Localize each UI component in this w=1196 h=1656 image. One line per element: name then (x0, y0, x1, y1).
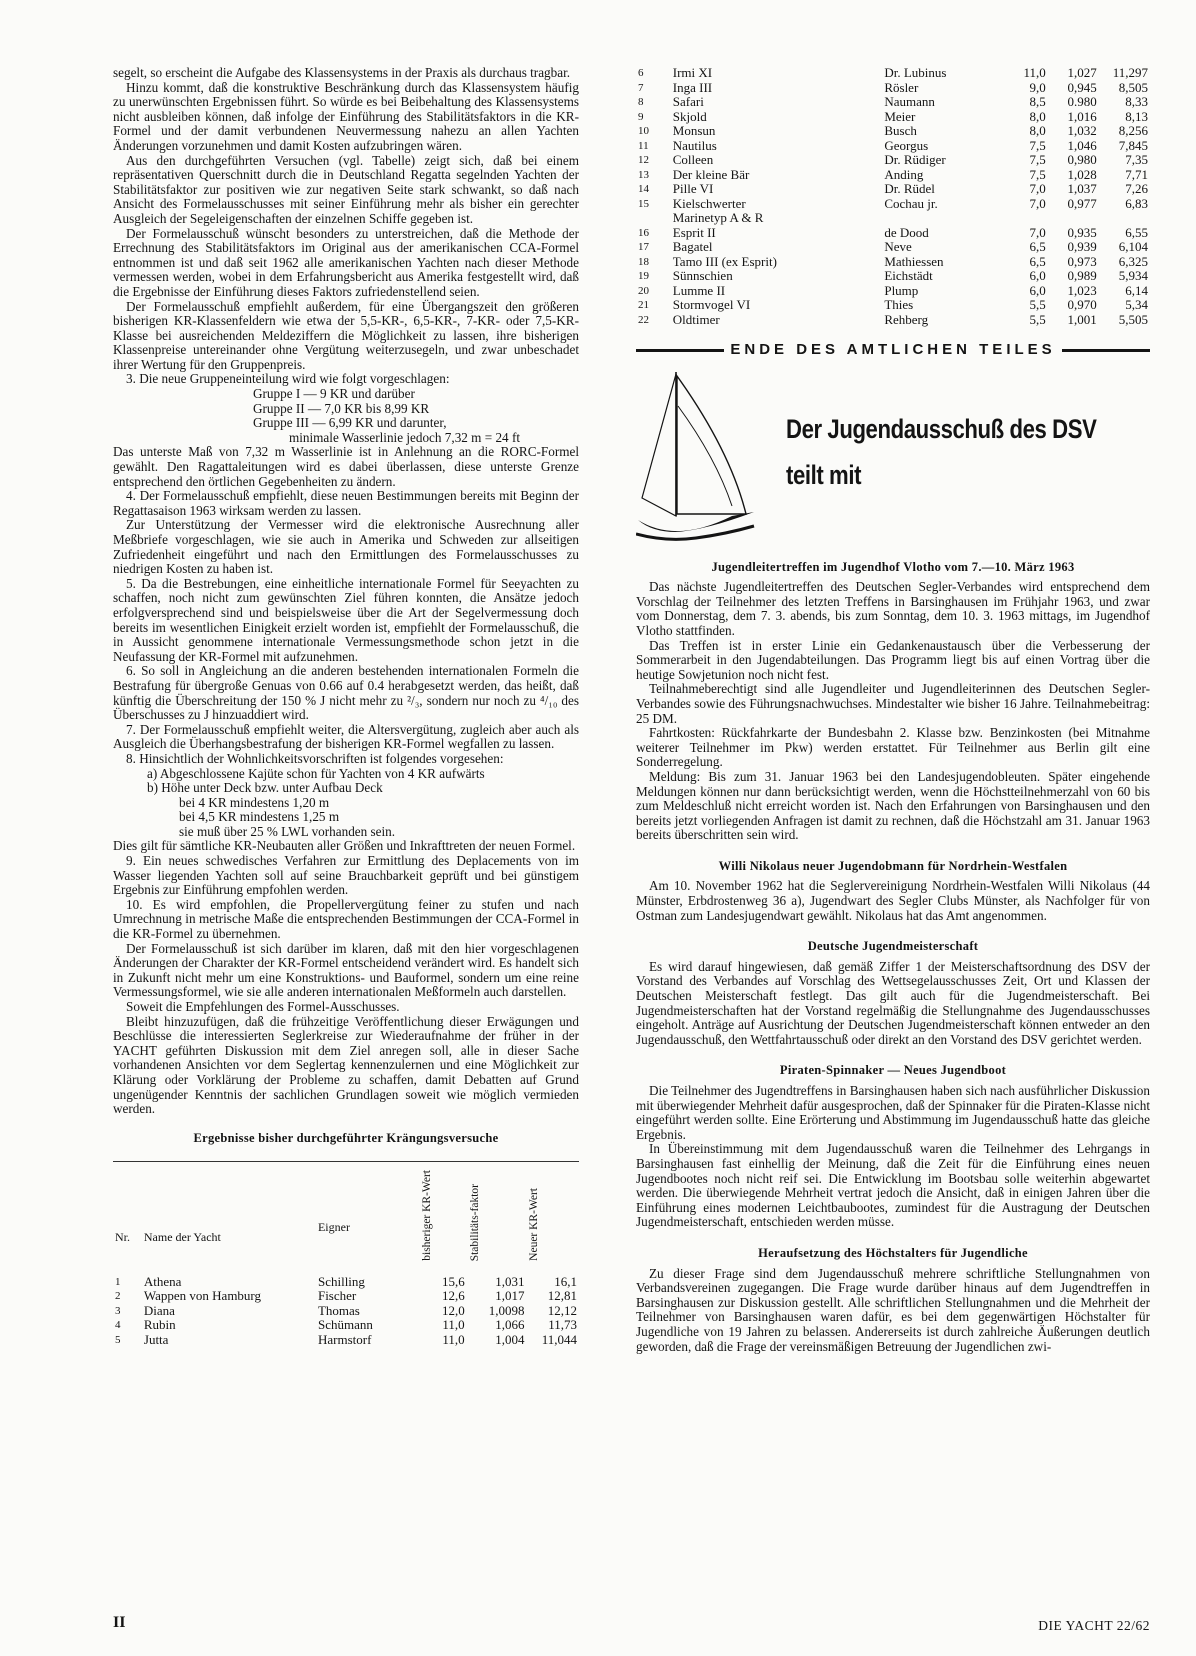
article-text-part-b (113, 445, 579, 766)
cell-old: 15,6 (441, 1273, 465, 1289)
cell-name: Safari (672, 94, 704, 109)
table-row (636, 269, 1150, 284)
cell-name: Stormvogel VI (672, 297, 751, 312)
cell-new: 5,505 (1118, 311, 1148, 327)
cell-stab: 0,973 (1067, 253, 1097, 269)
cell-owner: Thomas (317, 1302, 360, 1318)
cell-stab: 1,016 (1067, 108, 1097, 124)
paragraph: Zu dieser Frage sind dem Jugendausschuß mehrere schriftliche Stellungnahmen von Verbandsvereinen zugegangen. Die Frage wurde darüber hinaus auf dem Jugendtreffen in Barsinghausen zur Diskussion gestellt. Alle schriftlichen Stellungnahmen und die Mehrheit der Teilnehmer von Barsinghausen waren dafür, es bei dem gegenwärtigen Höchstalter für Jugendliche von 19 Jahren zu belassen. Andererseits ist durch zahlreiche Äußerungen deutlich geworden, daß die Frage der vereinsmäßigen Betreuung der Jugendlichen zwi- (636, 1265, 1150, 1354)
paragraph: Das nächste Jugendleitertreffen des Deutschen Segler-Verbandes wird entsprechend dem Vorschlag der Teilnehmer des letzten Treffens in Barsinghausen im Frühjahr 1963, und zwar vom Donnerstag, dem 7. 3. abends, bis zum Sonntag, dem 10. 3. 1963 mittags, im Jugendhof Vlotho stattfinden. (636, 579, 1150, 638)
cell-nr: 13 (638, 168, 649, 181)
end-official-part-banner (636, 343, 1150, 358)
cell-name: Rubin (143, 1317, 176, 1333)
paragraph: In Übereinstimmung mit dem Jugendausschuß waren die Teilnehmer des Lehrgangs in Barsinghausen fast einhellig der Meinung, daß die Zeit für die Einführung eines neuen Jugendbootes noch nicht reif sei. Die Entwicklung im Bootsbau solle weiterhin abgewartet werden. Die überwiegende Mehrheit vertrat jedoch die Ansicht, daß in einigen Jahren über die Einführung eines modernen Leichtbaubootes, zumindest für die Austragung der Deutschen Jugendmeisterschaft, entschieden werden müsse. (636, 1141, 1150, 1230)
cell-owner: Mathiessen (884, 253, 944, 269)
cell-new: 8,13 (1125, 108, 1148, 124)
cell-nr: 22 (638, 313, 649, 326)
cell-owner: Dr. Lubinus (884, 65, 947, 80)
cell-owner: de Dood (884, 224, 929, 240)
cell-name: Irmi XI (672, 65, 713, 80)
cell-new: 7,26 (1125, 181, 1148, 196)
cell-new: 8,256 (1118, 123, 1148, 138)
cell-new: 7,845 (1118, 137, 1148, 153)
cell-stab: 1,017 (495, 1288, 525, 1304)
cell-old: 8,0 (1029, 123, 1046, 138)
section-nikolaus (636, 879, 1150, 923)
paragraph: 8. Hinsichtlich der Wohnlichkeitsvorschriften ist folgendes vorgesehen: (126, 750, 504, 766)
header-owner: Eigner (317, 1220, 350, 1235)
section-vlotho (636, 580, 1150, 843)
cell-stab: 1,028 (1067, 166, 1097, 182)
cell-owner: Thies (884, 297, 914, 312)
cell-owner (882, 211, 997, 226)
table-row (636, 110, 1150, 125)
paragraph: Meldung: Bis zum 31. Januar 1963 bei den Landesjugendobleuten. Später eingehende Meldungen können nur dann berücksichtigt werden, wenn die Höchstteilnehmerzahl von 60 bis zum Meldeschluß nicht erreicht worden ist. Nach den Erfahrungen von Barsinghausen und den bereits jetzt vorliegenden Anfragen ist damit zu rechnen, daß die Höchstzahl am 31. Januar 1963 bereits überschritten sein wird. (636, 768, 1150, 843)
cell-name: Bagatel (672, 239, 713, 254)
cell-stab: 1,032 (1067, 123, 1097, 138)
cell-nr: 4 (115, 1319, 121, 1332)
table-row (636, 182, 1150, 197)
table-row (636, 124, 1150, 139)
cell-nr: 11 (638, 139, 649, 152)
cell-new: 6,83 (1125, 195, 1148, 211)
paragraph: Das Treffen ist in erster Linie ein Gedankenaustausch über die Verbesserung der Sommerarbeit in den Jugendabteilungen. Das Programm liegt bis auf einen Vortrag über die heutige Sowjetunion noch nicht fest. (636, 637, 1150, 682)
cell-name: Skjold (672, 108, 707, 124)
paragraph: Das unterste Maß von 7,32 m Wasserlinie ist in Anlehnung an die RORC-Formel gewählt. Den Ragattaleitungen wird es dabei überlassen, diese unterste Grenze entsprechend den örtlichen Gegebenheiten zu ändern. (113, 444, 579, 489)
paragraph: Der Formelausschuß wünscht besonders zu unterstreichen, daß die Methode der Errechnung des Stabilitätsfaktors im Original aus der amerikanischen CCA-Formel entnommen ist und daß seit 1962 alle amerikanischen Yachten nach dieser Methode vermessen werden, wobei in dem Erfahrungsbericht aus Amerika festgestellt wird, daß die Ergebnisse der Einführung dieses Faktors zufriedenstellend seien. (113, 225, 579, 299)
results-table-body (113, 1275, 579, 1348)
rule-subitem: bei 4,5 KR mindestens 1,25 m (179, 809, 340, 825)
cell-new: 5,934 (1118, 268, 1148, 283)
cell-owner: Harmstorf (317, 1331, 372, 1347)
cell-new (1099, 211, 1150, 226)
paragraph: Es wird darauf hingewiesen, daß gemäß Ziffer 1 der Meisterschaftsordnung des DSV der Vorstand des Verbandes auf Vorschlag des Wettsegelausschusses Zeit, Ort und Klassen der Deutschen Meisterschaft festlegt. Das gilt auch für die Jugendmeisterschaft. Bei Jugendmeisterschaften hat der Vorstand regelmäßig die Stellungnahme des Jugendausschusses eingeholt. Anträge auf Ausrichtung der Deutschen Jugendmeisterschaft können entweder an den Jugendausschuß, den Wettfahrtausschuß oder direkt an den Vorstand des DSV gerichtet werden. (636, 958, 1150, 1047)
cell-new: 6,14 (1125, 282, 1148, 298)
table-row (636, 168, 1150, 183)
cell-name: Athena (143, 1273, 182, 1289)
table-row (636, 255, 1150, 270)
cell-owner: Rösler (884, 79, 919, 95)
cell-name: Diana (143, 1302, 175, 1318)
table-row (636, 95, 1150, 110)
cell-nr: 10 (638, 125, 649, 137)
cell-new: 11,73 (548, 1317, 577, 1333)
cell-old: 7,5 (1029, 137, 1046, 153)
table-header-row (113, 1170, 579, 1274)
table-row (113, 1275, 579, 1290)
cell-new: 8,505 (1118, 79, 1148, 95)
sailboat-icon (636, 366, 756, 546)
cell-new: 5,34 (1125, 297, 1148, 312)
cell-stab: 1,046 (1067, 137, 1097, 153)
cell-nr: 8 (638, 96, 644, 108)
cell-name: Lumme II (672, 282, 726, 298)
cell-old (997, 211, 1047, 226)
cell-name: Nautilus (672, 137, 717, 153)
banner-line-left (636, 349, 724, 352)
paragraph: Hinzu kommt, daß die konstruktive Beschränkung durch das Klassensystem häufig zu unerwünschten Ergebnissen führt. So würde es bei Beibehaltung des Klassensystems nicht ausbleiben können, daß infolge der Einführung des Stabilitätsfaktors in die KR-Formel und der damit verbundenen Neuvermessung nahezu an allen Yachten Änderungen vorzunehmen und damit Kosten aufzubringen wären. (113, 79, 579, 153)
cell-new: 16,1 (554, 1273, 577, 1289)
page-number: II (113, 1614, 126, 1631)
table-row (113, 1304, 579, 1319)
cell-nr: 2 (115, 1290, 121, 1303)
cell-owner: Neve (884, 239, 912, 254)
paragraph: 4. Der Formelausschuß empfiehlt, diese neuen Bestimmungen bereits mit Beginn der Regattasaison 1963 wirksam werden zu lassen. (113, 488, 579, 518)
cell-name: Marinetyp A & R (672, 210, 764, 225)
cell-nr: 12 (638, 154, 649, 166)
cell-new: 11,297 (1112, 65, 1148, 80)
section-title-hoechstalter: Heraufsetzung des Höchstalters für Jugendliche (758, 1245, 1028, 1260)
cell-stab: 1,066 (495, 1317, 525, 1333)
cell-owner: Fischer (317, 1288, 357, 1304)
paragraph: Soweit die Empfehlungen des Formel-Ausschusses. (126, 999, 400, 1014)
cell-stab: 1,031 (495, 1273, 525, 1289)
cell-new: 8,33 (1125, 94, 1148, 109)
cell-new: 12,81 (547, 1288, 577, 1304)
cell-stab: 1,027 (1067, 65, 1097, 80)
paragraph: Am 10. November 1962 hat die Seglervereinigung Nordrhein-Westfalen Willi Nikolaus (44 Münster, Erbdrostenweg 36 a), Jugendwart des Segler Clubs Münster, als Nachfolger für von Ostman zum Landesjugendwart gewählt. Nikolaus hat das Amt angenommen. (636, 878, 1150, 923)
cell-owner: Busch (884, 123, 917, 138)
cell-nr: 18 (638, 255, 649, 268)
article-text-part-c (113, 839, 579, 1116)
cell-nr: 19 (638, 270, 649, 282)
cell-nr (636, 211, 671, 226)
cell-nr: 16 (638, 226, 649, 239)
cell-old: 8,0 (1029, 108, 1046, 124)
cell-nr: 1 (115, 1275, 121, 1288)
banner-text: ENDE DES AMTLICHEN TEILES (730, 341, 1056, 358)
cell-old: 12,6 (441, 1288, 465, 1304)
section-piraten (636, 1084, 1150, 1230)
cell-stab: 0,980 (1067, 152, 1097, 167)
paragraph: Zur Unterstützung der Vermesser wird die elektronische Ausrechnung aller Meßbriefe vorgeschlagen, wie sie auch in Amerika und Schweden zur allseitigen Zufriedenheit eingeführt und nach den Ermittlungen des Formelausschusses zu niedrigen Kosten zu haben ist. (113, 517, 579, 577)
cell-name: Kielschwerter (672, 195, 746, 211)
header-name: Name der Yacht (143, 1230, 221, 1245)
cell-old: 6,5 (1029, 239, 1046, 254)
cell-nr: 20 (638, 284, 649, 297)
cell-old: 9,0 (1029, 79, 1046, 95)
table-row (636, 284, 1150, 299)
paragraph: 9. Ein neues schwedisches Verfahren zur Ermittlung des Deplacements von im Wasser liegenden Yachten soll auf seine Brauchbarkeit geprüft und bei günstigem Ergebnis zur Einführung empfohlen werden. (113, 853, 579, 898)
table-row (636, 298, 1150, 313)
paragraph: Der Formelausschuß ist sich darüber im klaren, daß mit den hier vorgeschlagenen Änderungen der Charakter der KR-Formel entscheidend verändert wird. Es handelt sich in Zukunft nicht mehr um eine Konstruktions- und Bauformel, sondern um eine reine Vermessungsformel, wie sie alle anderen internationalen Meßformeln auch darstellen. (113, 940, 579, 1000)
table-row (113, 1289, 579, 1304)
cell-stab: 0.980 (1067, 94, 1097, 109)
cell-owner: Georgus (884, 137, 929, 153)
cell-stab: 0,939 (1067, 239, 1097, 254)
table-row (636, 211, 1150, 226)
cell-old: 7,0 (1029, 195, 1046, 211)
header-new-kr: Neuer KR-Wert (528, 1188, 541, 1262)
cell-old: 5,5 (1029, 297, 1046, 312)
section-jugendmeisterschaft (636, 960, 1150, 1048)
paragraph: Dies gilt für sämtliche KR-Neubauten aller Größen und Inkrafttreten der neuen Formel. (113, 838, 576, 854)
cell-stab (1048, 211, 1099, 226)
rule-item: a) Abgeschlossene Kajüte schon für Yachten von 4 KR aufwärts (147, 765, 485, 781)
rules-list (113, 767, 579, 840)
table-rule (113, 1161, 579, 1162)
cell-owner: Dr. Rüdiger (884, 152, 946, 167)
section-title-vlotho: Jugendleitertreffen im Jugendhof Vlotho vom 7.—10. März 1963 (711, 559, 1075, 574)
header-nr: Nr. (115, 1230, 130, 1245)
table-title: Ergebnisse bisher durchgeführter Krängungsversuche (193, 1130, 499, 1145)
cell-old: 11,0 (442, 1317, 465, 1333)
cell-name: Pille VI (672, 181, 714, 196)
paragraph: 6. So soll in Angleichung an die anderen bestehenden internationalen Formeln die Bestrafung für übergroße Genuas von 0.66 auf 0.4 herabgesetzt werden, das heißt, daß künftig die Überschreitung der 150 % J nicht mehr zu ²/₃, sondern nur noch zu ⁴/₁₀ des Überschusses zu J hinzuaddiert wird. (113, 663, 579, 723)
rule-item: b) Höhe unter Deck bzw. unter Aufbau Deck (147, 780, 383, 796)
cell-owner: Eichstädt (884, 268, 933, 283)
magazine-issue: DIE YACHT 22/62 (1038, 1618, 1150, 1633)
paragraph: 3. Die neue Gruppeneinteilung wird wie folgt vorgeschlagen: (126, 371, 450, 387)
cell-nr: 9 (638, 110, 644, 123)
group-item: Gruppe III — 6,99 KR und darunter, (253, 415, 447, 431)
cell-name: Oldtimer (672, 311, 720, 327)
cell-new: 11,044 (541, 1331, 577, 1347)
group-item: Gruppe I — 9 KR und darüber (253, 386, 415, 402)
cell-nr: 7 (638, 81, 644, 94)
table-row (636, 139, 1150, 154)
min-waterline: minimale Wasserlinie jedoch 7,32 m = 24 ft (289, 429, 521, 445)
table-row (636, 226, 1150, 241)
cell-stab: 0,935 (1067, 224, 1097, 240)
cell-stab: 1,037 (1067, 181, 1097, 196)
section-title-jugendmeisterschaft: Deutsche Jugendmeisterschaft (807, 939, 979, 954)
paragraph: Aus den durchgeführten Versuchen (vgl. Tabelle) zeigt sich, daß bei einem repräsentativen Querschnitt durch die in Deutschland Regatta segelnden Yachten der Stabilitätsfaktor zur positiven wie zur negativen Seite stark schwankt, so daß nach Ansicht des Formelausschusses mit seiner Einführung mehr als bisher ein gerechter Ausgleich der Segeleigenschaften der einzelnen Schiffe gegeben ist. (113, 152, 579, 226)
cell-old: 8,5 (1029, 94, 1046, 109)
cell-nr: 3 (115, 1304, 121, 1317)
table-row (636, 66, 1150, 81)
cell-nr: 17 (638, 241, 649, 253)
cell-name: Esprit II (672, 224, 716, 240)
cell-stab: 1,004 (495, 1331, 525, 1347)
paragraph: Der Formelausschuß empfiehlt außerdem, für eine Übergangszeit den größeren bisherigen KR-Klassenfeldern wie etwa der 5,5-KR-, 6,5-KR-, 7-KR- oder 7,5-KR-Klasse bei ausreichenden Meldeziffern die Möglichkeit zu lassen, ihre bisherigen Klassenpreise untereinander ohne Vergütung weiterzusegeln, und zwar unbeschadet ihrer Wertung für den Gruppenpreis. (113, 298, 579, 372)
results-table-continued (636, 66, 1150, 327)
table-row (636, 240, 1150, 255)
cell-new: 7,71 (1125, 166, 1148, 182)
cell-name: Jutta (143, 1331, 169, 1347)
article-text-part-a (113, 66, 579, 387)
table-row (636, 153, 1150, 168)
cell-owner: Naumann (884, 94, 935, 109)
headline: Der Jugendausschuß des DSV teilt mit (786, 413, 1097, 490)
cell-new: 6,325 (1118, 253, 1148, 269)
cell-new: 6,55 (1125, 224, 1148, 240)
cell-owner: Cochau jr. (884, 195, 938, 211)
header-stab: Stabilitäts-faktor (468, 1183, 481, 1262)
left-column (113, 66, 579, 1347)
cell-name: Sünnschien (672, 268, 733, 283)
paragraph: 10. Es wird empfohlen, die Propellervergütung feiner zu stufen und nach Umrechnung in metrische Maße die entsprechenden Bestimmungen der CCA-Formel in die KR-Formel zu übernehmen. (113, 896, 579, 942)
cell-name: Wappen von Hamburg (143, 1288, 262, 1304)
cell-stab: 1,0098 (488, 1302, 525, 1318)
cell-new: 6,104 (1118, 239, 1148, 254)
cell-nr: 6 (638, 67, 644, 79)
cell-nr: 5 (115, 1333, 121, 1346)
cell-old: 11,0 (1023, 65, 1046, 80)
cell-stab: 0,945 (1067, 79, 1097, 95)
youth-committee-header (636, 370, 1150, 550)
cell-stab: 0,989 (1067, 268, 1097, 283)
paragraph: segelt, so erscheint die Aufgabe des Klassensystems in der Praxis als durchaus tragbar. (113, 65, 571, 80)
paragraph: Teilnahmeberechtigt sind alle Jugendleiter und Jugendleiterinnen des Deutschen Segler-Verbandes sowie des Führungsnachwuchses. Mindestalter wie bisher 16 Jahre. Teilnahmebeitrag: 25 DM. (636, 681, 1150, 726)
cell-owner: Dr. Rüdel (884, 181, 935, 196)
cell-old: 12,0 (441, 1302, 465, 1318)
cell-old: 7,0 (1029, 181, 1046, 196)
cell-owner: Meier (884, 108, 916, 124)
cell-old: 7,5 (1029, 166, 1046, 182)
results-table (113, 1170, 579, 1347)
cell-new: 7,35 (1125, 152, 1148, 167)
cell-stab: 1,023 (1067, 282, 1097, 298)
cell-name: Inga III (672, 79, 713, 95)
section-title-nikolaus: Willi Nikolaus neuer Jugendobmann für Nordrhein-Westfalen (718, 858, 1068, 873)
paragraph: 5. Da die Bestrebungen, eine einheitliche internationale Formel für Seeyachten zu schaffen, noch nicht zum gewünschten Ziel führen konnten, die Ansätze jedoch erfolgversprechend sind und beispielsweise über die Art der Segelvermessung doch bereits im wesentlichen Einigkeit erzielt worden ist, empfiehlt der Formelausschuß, die in Aussicht genommene internationale Vermessungsmethode schon jetzt in die Neufassung der KR-Formel mit aufzunehmen. (113, 575, 579, 664)
cell-old: 5,5 (1029, 311, 1046, 327)
section-title-piraten: Piraten-Spinnaker — Neues Jugendboot (779, 1063, 1007, 1078)
group-list (113, 387, 579, 445)
cell-nr: 15 (638, 197, 649, 210)
paragraph: Fahrtkosten: Rückfahrkarte der Bundesbahn 2. Klasse bzw. Benzinkosten (bei Mitnahme weiterer Teilnehmer im Pkw) werden erstattet. Für Teilnehmer aus Berlin gilt eine Sonderregelung. (636, 725, 1150, 770)
rule-subitem: sie muß über 25 % LWL vorhanden sein. (179, 823, 396, 839)
results-table-continued-body (636, 66, 1150, 327)
rule-subitem: bei 4 KR mindestens 1,20 m (179, 794, 330, 810)
cell-old: 7,0 (1029, 224, 1046, 240)
cell-old: 6,0 (1029, 282, 1046, 298)
cell-old: 7,5 (1029, 152, 1046, 167)
cell-owner: Schilling (317, 1273, 365, 1289)
header-old-kr: bisheriger KR-Wert (421, 1170, 434, 1262)
cell-old: 6,5 (1029, 253, 1046, 269)
table-row (113, 1333, 579, 1348)
cell-nr: 21 (638, 299, 649, 311)
cell-name: Monsun (672, 123, 716, 138)
cell-owner: Plump (884, 282, 919, 298)
cell-name: Colleen (672, 152, 714, 167)
cell-stab: 0,970 (1067, 297, 1097, 312)
paragraph: Die Teilnehmer des Jugendtreffens in Barsinghausen haben sich nach ausführlicher Diskussion mit überwiegender Mehrheit dafür ausgesprochen, daß der Spinnaker für die Piraten-Klasse nicht eingeführt werden sollte. Eine Erörterung und Abstimmung im Jugendausschuß hatte das gleiche Ergebnis. (636, 1083, 1150, 1142)
paragraph: 7. Der Formelausschuß empfiehlt weiter, die Altersvergütung, zugleich aber auch als Ausgleich die Überhangsbestrafung der bisherigen KR-Formel wegfallen zu lassen. (113, 721, 579, 752)
cell-nr: 14 (638, 183, 649, 195)
cell-owner: Rehberg (884, 311, 929, 327)
cell-name: Der kleine Bär (672, 166, 750, 182)
group-item: Gruppe II — 7,0 KR bis 8,99 KR (253, 400, 430, 416)
section-hoechstalter (636, 1267, 1150, 1355)
cell-stab: 0,977 (1067, 195, 1097, 211)
cell-old: 11,0 (442, 1331, 465, 1347)
table-row (636, 81, 1150, 96)
cell-stab: 1,001 (1067, 311, 1097, 327)
cell-name: Tamo III (ex Esprit) (672, 253, 777, 269)
cell-new: 12,12 (547, 1302, 577, 1318)
cell-owner: Anding (884, 166, 924, 182)
paragraph: Bleibt hinzuzufügen, daß die frühzeitige Veröffentlichung dieser Erwägungen und Beschlüsse die interessierten Seglerkreise zur Wiederaufnahme der früher in der YACHT geführten Diskussion mit dem Ziel anregen soll, alle in dieser Sache vorhandenen Ansichten vor dem Seglertag kennenzulernen und eine Möglichkeit zur Klärung oder Vorklärung der Probleme zu schaffen, damit Debatten auf Grund ungenügender Kenntnis der sachlichen Grundlagen soweit wie möglich vermieden werden. (113, 1013, 579, 1117)
right-column (636, 66, 1150, 1354)
banner-line-right (1062, 349, 1150, 352)
table-row (113, 1318, 579, 1333)
cell-owner: Schümann (317, 1317, 373, 1333)
table-row (636, 197, 1150, 212)
table-row (636, 313, 1150, 328)
cell-old: 6,0 (1029, 268, 1046, 283)
